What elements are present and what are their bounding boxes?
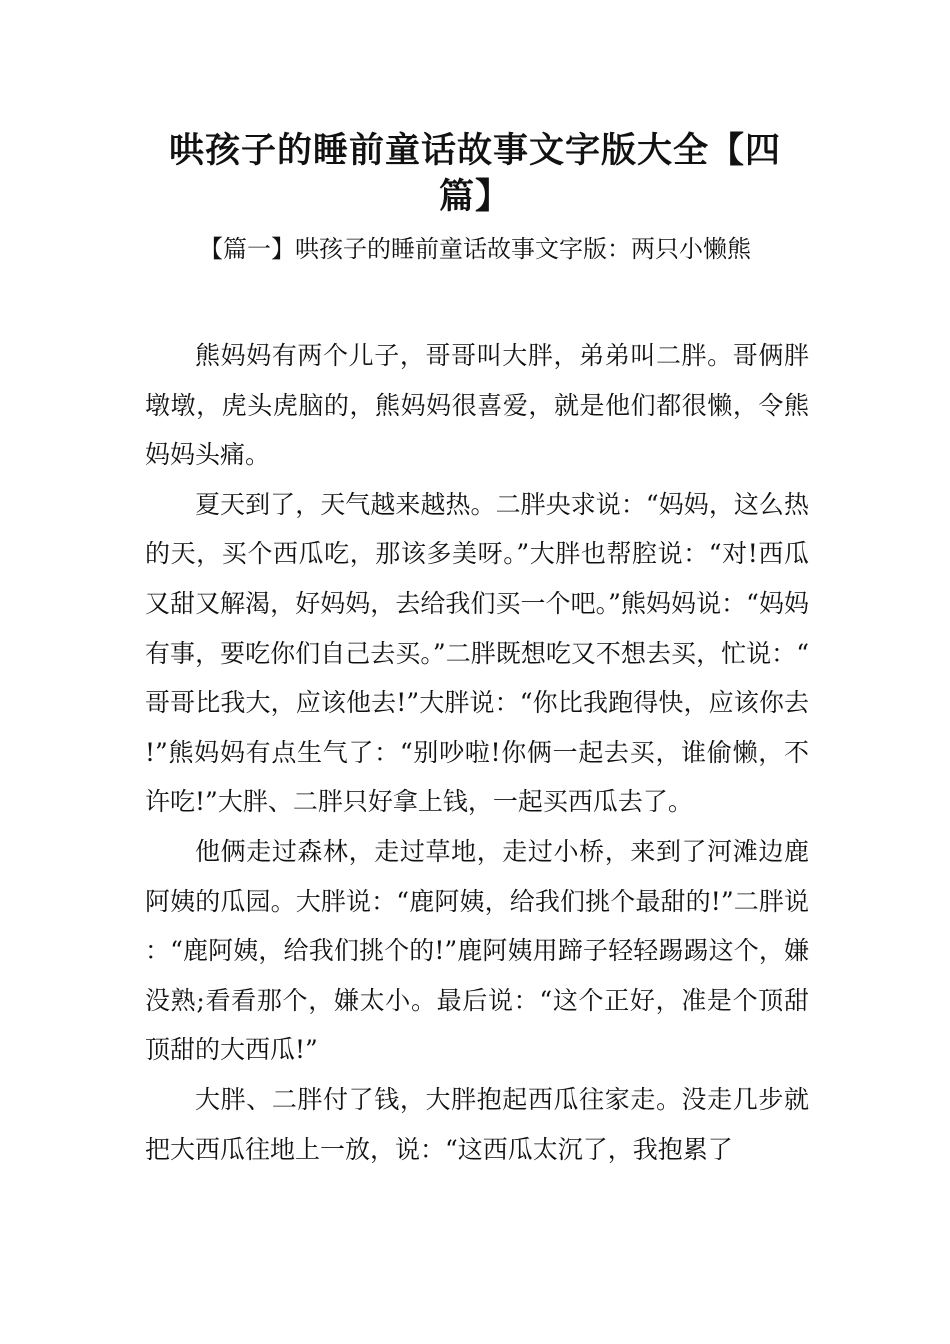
section-heading: 【篇一】哄孩子的睡前童话故事文字版：两只小懒熊 bbox=[199, 235, 751, 263]
document-title: 哄孩子的睡前童话故事文字版大全【四篇】 bbox=[168, 131, 781, 217]
story-paragraph: 大胖、二胖付了钱，大胖抱起西瓜往家走。没走几步就把大西瓜往地上一放，说：“这西瓜太沉了，我抱累了 bbox=[145, 1084, 809, 1164]
story-paragraph: 他俩走过森林，走过草地，走过小桥，来到了河滩边鹿阿姨的瓜园。大胖说：“鹿阿姨，给我们挑个最甜的!”二胖说：“鹿阿姨，给我们挑个的!”鹿阿姨用蹄子轻轻踢踢这个，嫌没熟;看看那个，嫌太小。最后说：“这个正好，准是个顶甜顶甜的大西瓜!” bbox=[145, 836, 809, 1065]
story-body bbox=[145, 331, 809, 1174]
story-paragraph: 夏天到了，天气越来越热。二胖央求说：“妈妈，这么热的天，买个西瓜吃，那该多美呀。”大胖也帮腔说：“对!西瓜又甜又解渴，好妈妈，去给我们买一个吧。”熊妈妈说：“妈妈有事，要吃你们自己去买。”二胖既想吃又不想去买，忙说：“哥哥比我大，应该他去!”大胖说：“你比我跑得快，应该你去!”熊妈妈有点生气了：“别吵啦!你俩一起去买，谁偷懒，不许吃!”大胖、二胖只好拿上钱，一起买西瓜去了。 bbox=[145, 489, 809, 817]
story-paragraph: 熊妈妈有两个儿子，哥哥叫大胖，弟弟叫二胖。哥俩胖墩墩，虎头虎脑的，熊妈妈很喜爱，就是他们都很懒，令熊妈妈头痛。 bbox=[145, 341, 809, 470]
